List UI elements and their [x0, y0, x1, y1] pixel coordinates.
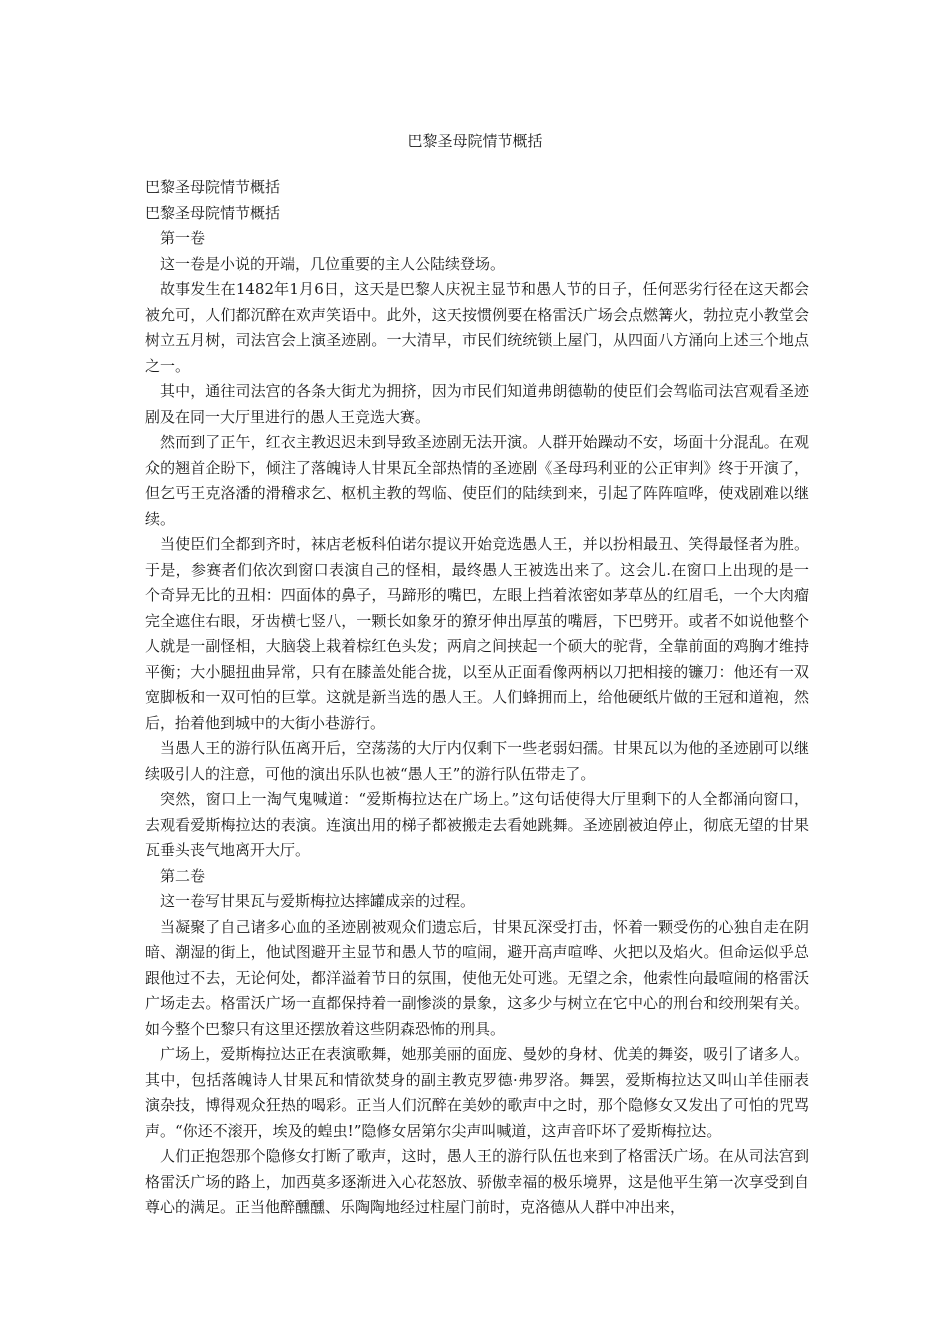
paragraph: 然而到了正午，红衣主教迟迟未到导致圣迹剧无法开演。人群开始躁动不安，场面十分混乱。在观众的翘首企盼下，倾注了落魄诗人甘果瓦全部热情的圣迹剧《圣母玛利亚的公正审判》终于开演了，但乞丐王克洛潘的滑稽求乞、枢机主教的驾临、使臣们的陆续到来，引起了阵阵喧哗，使戏剧难以继续。 [145, 433, 809, 528]
volume-heading: 第二卷 [160, 866, 206, 885]
paragraph: 突然，窗口上一淘气鬼喊道：“爱斯梅拉达在广场上。”这句话使得大厅里剩下的人全都涌向窗口，去观看爱斯梅拉达的表演。连演出用的梯子都被搬走去看她跳舞。圣迹剧被迫停止，彻底无望的甘果瓦垂头丧气地离开大厅。 [145, 790, 809, 859]
subtitle-line: 巴黎圣母院情节概括 [145, 203, 281, 222]
document-title: 巴黎圣母院情节概括 [407, 132, 543, 150]
paragraph: 当使臣们全都到齐时，袜店老板科伯诺尔提议开始竞选愚人王，并以扮相最丑、笑得最怪者为胜。于是，参赛者们依次到窗口表演自己的怪相，最终愚人王被选出来了。这会儿.在窗口上出现的是一个奇异无比的丑相：四面体的鼻子，马蹄形的嘴巴，左眼上挡着浓密如茅草丛的红眉毛，一个大肉瘤完全遮住右眼，牙齿横七竖八，一颗长如象牙的獠牙伸出厚茧的嘴唇，下巴劈开。或者不如说他整个人就是一副怪相，大脑袋上栽着棕红色头发；两肩之间挟起一个硕大的驼背，全靠前面的鸡胸才维持平衡；大小腿扭曲异常，只有在膝盖处能合拢，以至从正面看像两柄以刀把相接的镰刀：他还有一双宽脚板和一双可怕的巨掌。这就是新当选的愚人王。人们蜂拥而上，给他硬纸片做的王冠和道袍，然后，抬着他到城中的大街小巷游行。 [145, 535, 809, 732]
paragraph: 人们正抱怨那个隐修女打断了歌声，这时，愚人王的游行队伍也来到了格雷沃广场。在从司法宫到格雷沃广场的路上，加西莫多逐渐进入心花怒放、骄傲幸福的极乐境界，这是他平生第一次享受到自尊心的满足。正当他醉醺醺、乐陶陶地经过柱屋门前时，克洛德从人群中冲出来， [145, 1147, 809, 1216]
paragraph: 其中，通往司法宫的各条大街尤为拥挤，因为市民们知道弗朗德勒的使臣们会驾临司法宫观看圣迹剧及在同一大厅里进行的愚人王竞选大赛。 [145, 382, 809, 426]
paragraph: 广场上，爱斯梅拉达正在表演歌舞，她那美丽的面庞、曼妙的身材、优美的舞姿，吸引了诸多人。其中，包括落魄诗人甘果瓦和情欲焚身的副主教克罗德·弗罗洛。舞罢，爱斯梅拉达又叫山羊佳丽表演杂技，博得观众狂热的喝彩。正当人们沉醉在美妙的歌声中之时，那个隐修女又发出了可怕的咒骂声。“你还不滚开，埃及的蝗虫!”隐修女居第尔尖声叫喊道，这声音吓坏了爱斯梅拉达。 [145, 1045, 809, 1140]
paragraph: 当凝聚了自己诸多心血的圣迹剧被观众们遗忘后，甘果瓦深受打击，怀着一颗受伤的心独自走在阴暗、潮湿的街上，他试图避开主显节和愚人节的喧闹，避开高声喧哗、火把以及焰火。但命运似乎总跟他过不去，无论何处，都洋溢着节日的氛围，使他无处可逃。无望之余，他索性向最喧闹的格雷沃广场走去。格雷沃广场一直都保持着一副惨淡的景象，这多少与树立在它中心的刑台和绞刑架有关。如今整个巴黎只有这里还摆放着这些阴森恐怖的刑具。 [145, 917, 809, 1038]
paragraph: 当愚人王的游行队伍离开后，空荡荡的大厅内仅剩下一些老弱妇孺。甘果瓦以为他的圣迹剧可以继续吸引人的注意，可他的演出乐队也被“愚人王”的游行队伍带走了。 [145, 739, 809, 783]
volume-heading: 第一卷 [160, 229, 206, 247]
paragraph: 这一卷是小说的开端，几位重要的主人公陆续登场。 [160, 254, 506, 273]
subtitle-line: 巴黎圣母院情节概括 [145, 178, 281, 196]
document-body [145, 175, 809, 1221]
paragraph: 这一卷写甘果瓦与爱斯梅拉达摔罐成亲的过程。 [160, 892, 476, 910]
paragraph: 故事发生在1482年1月6日，这天是巴黎人庆祝主显节和愚人节的日子，任何恶劣行径在这天都会被允可，人们都沉醉在欢声笑语中。此外，这天按惯例要在格雷沃广场会点燃篝火，勃拉克小教堂会树立五月树，司法宫会上演圣迹剧。一大清早，市民们统统锁上屋门，从四面八方涌向上述三个地点之一。 [145, 280, 809, 375]
